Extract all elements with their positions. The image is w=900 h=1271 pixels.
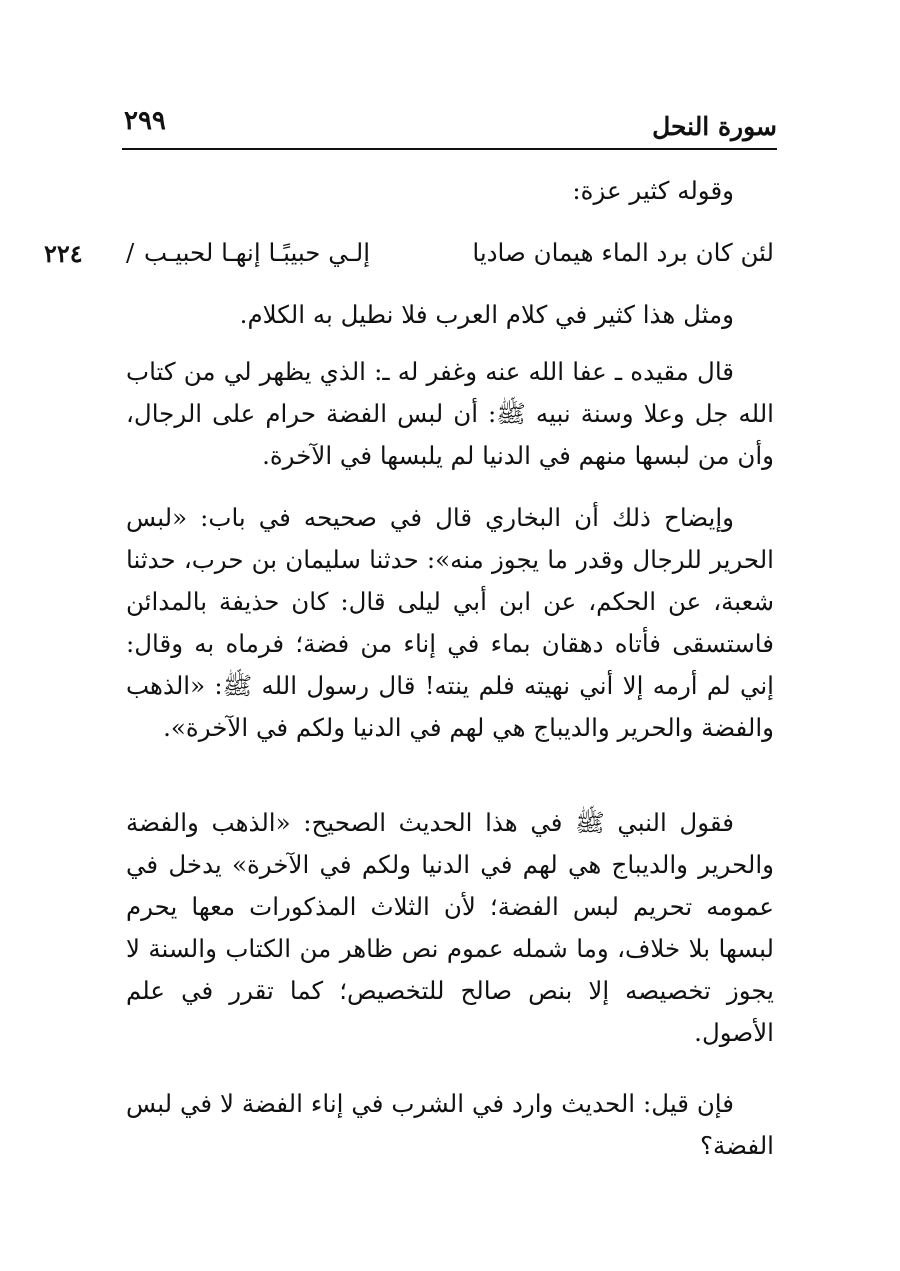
paragraph: ومثل هذا كثير في كلام العرب فلا نطيل به الكلام. [239,300,734,329]
paragraph: فإن قيل: الحديث وارد في الشرب في إناء الفضة لا في لبس الفضة؟ [126,1089,774,1160]
page-number: ٢٩٩ [124,106,166,136]
verse-hemistich-right: لئن كان برد الماء هيمان صاديا [472,238,774,267]
paragraph: فقول النبي ﷺ في هذا الحديث الصحيح: «الذهب والفضة والحرير والديباج هي لهم في الدنيا ولكم في الآخرة» يدخل في عمومه تحريم لبس الفضة؛ لأن الثلاث المذكورات معها يحرم لبسها بلا خلاف، وما شمله عموم نص ظاهر من الكتاب والسنة لا يجوز تخصيصه إلا بنص صالح للتخصيص؛ كما تقرر في علم الأصول. [126,808,774,1047]
verse-slash: / [126,238,135,267]
paragraph: قال مقيده ـ عفا الله عنه وغفر له ـ: الذي يظهر لي من كتاب الله جل وعلا وسنة نبيه ﷺ: أن لبس الفضة حرام على الرجال، وأن من لبسها منهم في الدنيا لم يلبسها في الآخرة. [126,357,774,470]
paragraph: وإيضاح ذلك أن البخاري قال في صحيحه في باب: «لبس الحرير للرجال وقدر ما يجوز منه»: حدثنا سليمان بن حرب، حدثنا شعبة، عن الحكم، عن ابن أبي ليلى قال: كان حذيفة بالمدائن فاستسقى فأتاه دهقان بماء في إناء من فضة؛ فرماه به وقال: إني لم أرمه إلا أني نهيته فلم ينته! قال رسول الله ﷺ: «الذهب والفضة والحرير والديباج هي لهم في الدنيا ولكم في الآخرة». [126,503,774,742]
poetry-verse [126,232,774,274]
page-header [122,106,777,150]
surah-title: سورة النحل [652,112,777,141]
verse-hemistich-left: إلـي حبيبًـا إنهـا لحبيـب [144,238,371,267]
intro-line: وقوله كثير عزة: [572,176,734,205]
margin-number: ٢٢٤ [44,239,83,268]
